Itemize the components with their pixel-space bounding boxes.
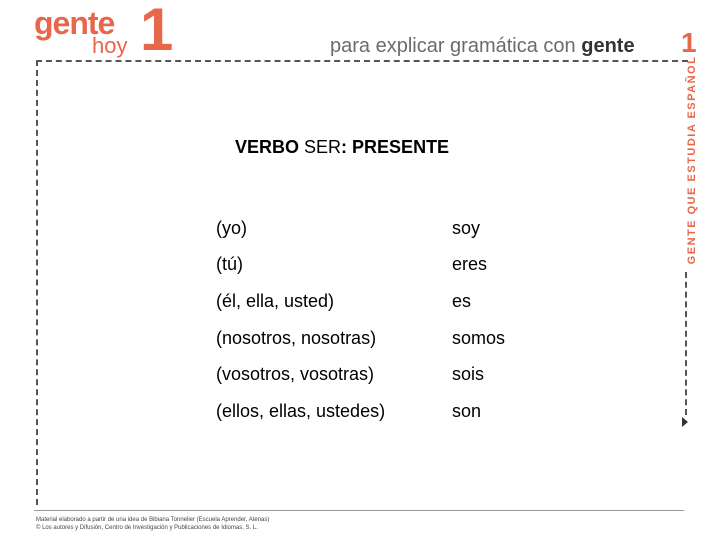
title-ser: SER bbox=[304, 137, 342, 157]
page-title bbox=[235, 136, 449, 158]
pronoun-cell: (yo) bbox=[216, 217, 247, 238]
table-row bbox=[216, 283, 532, 320]
table-row bbox=[216, 247, 532, 284]
verb-form-cell: soy bbox=[452, 217, 481, 238]
pronoun-cell: (él, ella, usted) bbox=[216, 290, 335, 311]
logo-hoy-text: hoy bbox=[92, 33, 128, 58]
verb-form-cell: sois bbox=[452, 364, 485, 385]
title-presente: : PRESENTE bbox=[341, 137, 450, 157]
title-verbo: VERBO bbox=[235, 137, 300, 157]
footer-line-1: Material elaborado a partir de una idea de Bibiana Tonnelier (Escuela Aprender, Atenas) bbox=[36, 517, 270, 523]
header-tagline bbox=[330, 33, 635, 59]
table-row bbox=[216, 210, 532, 247]
pronoun-cell: (nosotros, nosotras) bbox=[216, 327, 377, 348]
footer-line-2: © Los autores y Difusión, Centro de Investigación y Publicaciones de Idiomas, S. L. bbox=[36, 525, 258, 531]
table-row bbox=[216, 393, 532, 430]
logo-number: 1 bbox=[140, 0, 174, 63]
footer-divider bbox=[34, 510, 684, 511]
frame-right-border bbox=[685, 272, 687, 415]
table-row bbox=[216, 356, 532, 393]
verb-form-cell: eres bbox=[452, 254, 488, 275]
tagline-prefix: para explicar gramática con bbox=[330, 35, 582, 57]
pronoun-cell: (tú) bbox=[216, 254, 243, 275]
gente-hoy-logo bbox=[34, 0, 184, 63]
side-vertical-text: GENTE QUE ESTUDIA ESPAÑOL bbox=[686, 55, 698, 265]
frame-top-border bbox=[36, 60, 688, 62]
pronoun-cell: (ellos, ellas, ustedes) bbox=[216, 400, 386, 421]
side-number: 1 bbox=[681, 27, 697, 58]
footer-credits bbox=[36, 516, 269, 532]
logo-gente-text: gente bbox=[34, 5, 115, 41]
verb-form-cell: son bbox=[452, 400, 482, 421]
conjugation-table bbox=[216, 210, 532, 430]
frame-left-border bbox=[36, 60, 38, 505]
pronoun-cell: (vosotros, vosotras) bbox=[216, 364, 375, 385]
verb-form-cell: somos bbox=[452, 327, 506, 348]
arrow-right-icon bbox=[682, 417, 688, 427]
verb-form-cell: es bbox=[452, 290, 472, 311]
table-row bbox=[216, 320, 532, 357]
tagline-brand: gente bbox=[581, 35, 635, 57]
